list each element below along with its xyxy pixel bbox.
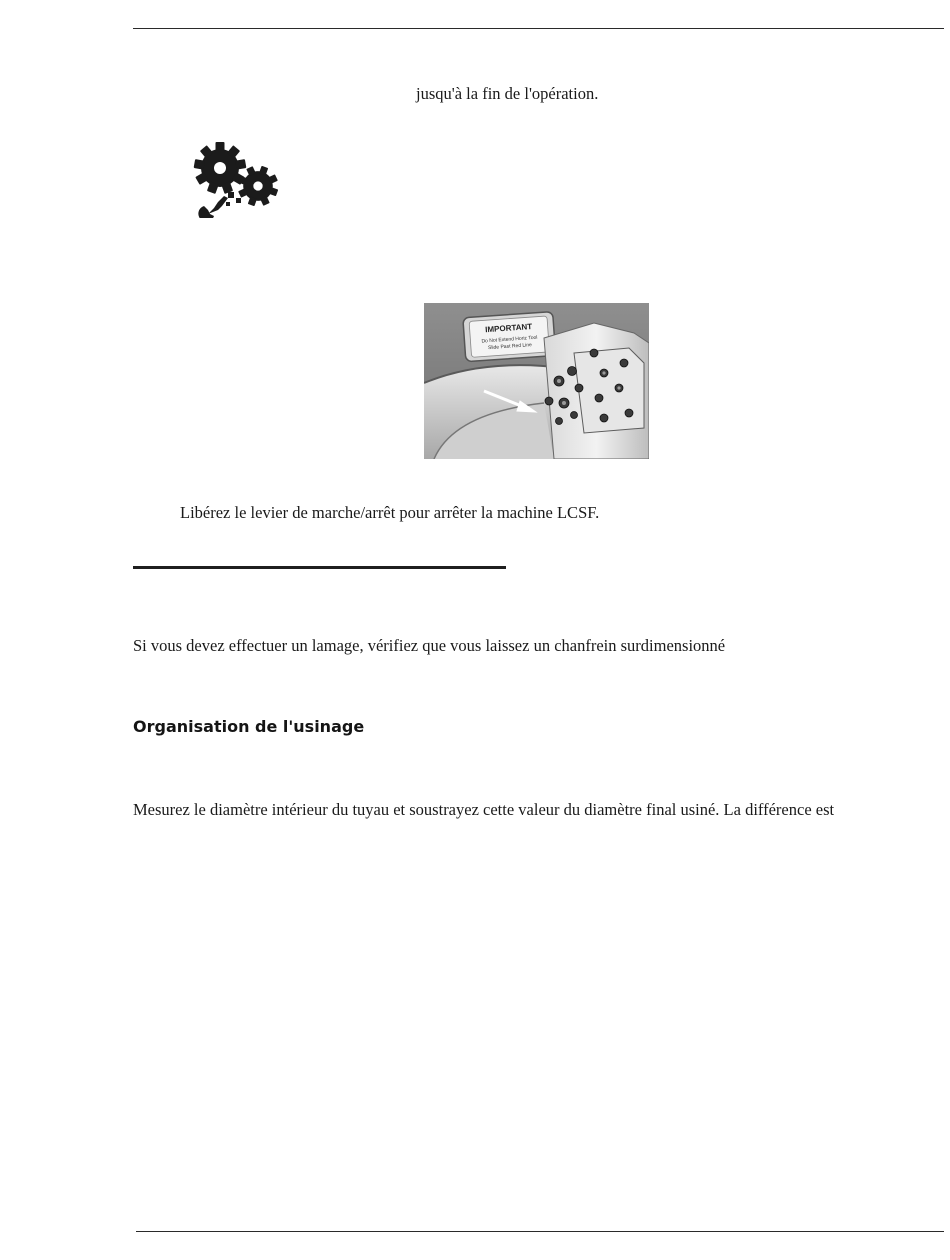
release-instruction: Libérez le levier de marche/arrêt pour arrêter la machine LCSF. (180, 502, 600, 522)
continuation-text: jusqu'à la fin de l'opération. (416, 83, 599, 103)
photo-label-title: IMPORTANT (484, 322, 533, 335)
measure-paragraph: Mesurez le diamètre intérieur du tuyau et soustrayez cette valeur du diamètre final usiné. La différence est (133, 799, 835, 819)
section-heading: Organisation de l'usinage (133, 717, 365, 737)
section-divider (133, 566, 506, 569)
header-rule (133, 28, 944, 29)
photo-label-line2: Slide Past Red Line (487, 342, 533, 352)
photo-label-line1: Do Not Extend Horiz Tool (481, 334, 538, 345)
lamage-paragraph: Si vous devez effectuer un lamage, vérifiez que vous laissez un chanfrein surdimensionné (133, 635, 726, 655)
footer-rule (136, 1231, 944, 1232)
gears-wrench-icon (190, 136, 282, 218)
machine-photo (424, 303, 649, 459)
